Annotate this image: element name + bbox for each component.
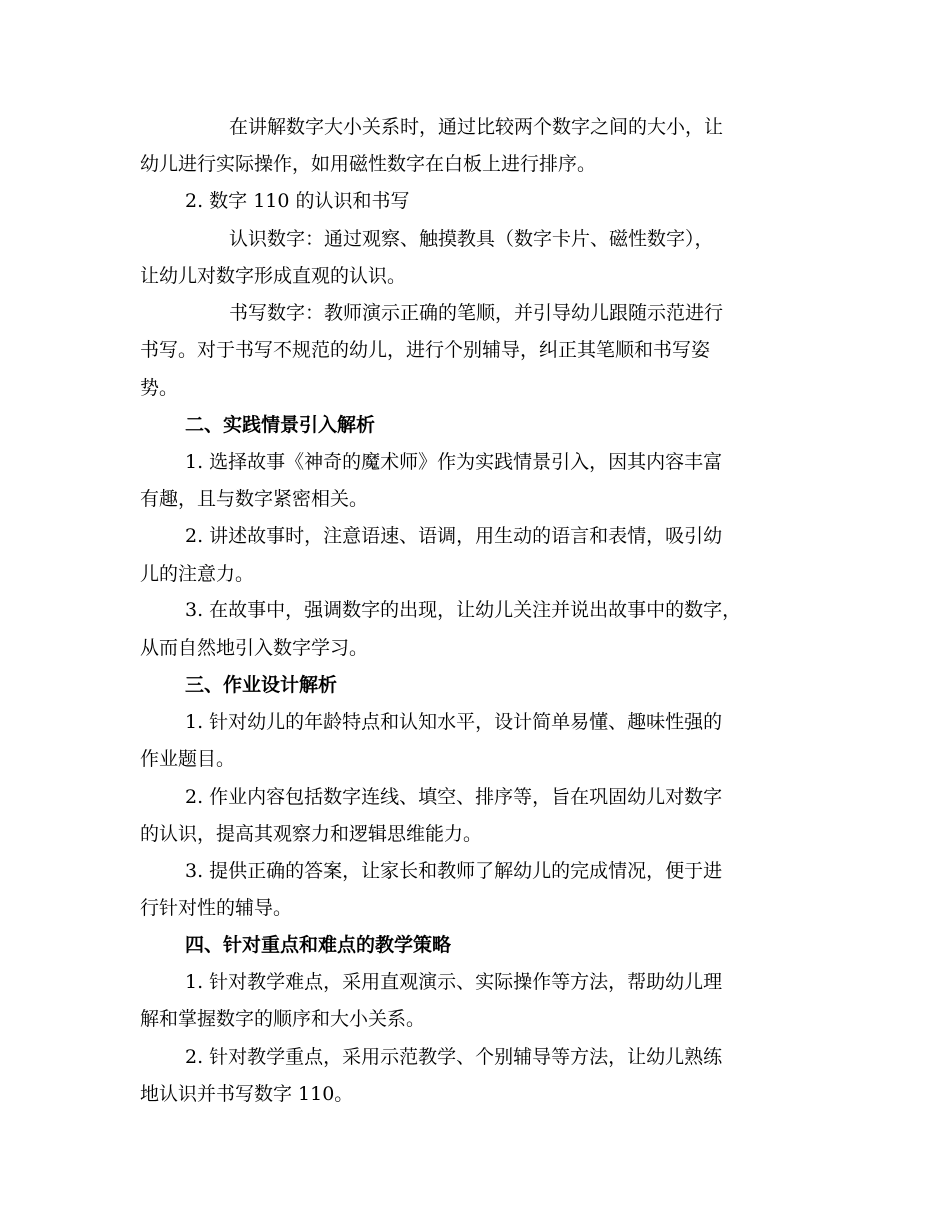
list-item: 1. 针对教学难点，采用直观演示、实际操作等方法，帮助幼儿理 bbox=[185, 971, 723, 993]
paragraph-line: 书写数字：教师演示正确的笔顺，并引导幼儿跟随示范进行 bbox=[229, 302, 724, 324]
paragraph-line: 让幼儿对数字形成直观的认识。 bbox=[140, 265, 407, 287]
section-item-title: 2. 数字 110 的认识和书写 bbox=[185, 190, 410, 212]
paragraph-line: 幼儿进行实际操作，如用磁性数字在白板上进行排序。 bbox=[140, 153, 597, 175]
paragraph-line: 认识数字：通过观察、触摸教具（数字卡片、磁性数字）， bbox=[229, 228, 714, 250]
list-item: 3. 在故事中，强调数字的出现，让幼儿关注并说出故事中的数字， bbox=[185, 599, 742, 621]
paragraph-line: 势。 bbox=[140, 377, 179, 399]
paragraph-line: 作业题目。 bbox=[140, 748, 236, 770]
section-heading: 二、实践情景引入解析 bbox=[185, 414, 376, 436]
paragraph-line: 书写。对于书写不规范的幼儿，进行个别辅导，纠正其笔顺和书写姿 bbox=[140, 339, 711, 361]
list-item: 1. 选择故事《神奇的魔术师》作为实践情景引入，因其内容丰富 bbox=[185, 451, 723, 473]
paragraph-line: 有趣，且与数字紧密相关。 bbox=[140, 488, 369, 510]
paragraph-line: 解和掌握数字的顺序和大小关系。 bbox=[140, 1008, 426, 1030]
list-item: 3. 提供正确的答案，让家长和教师了解幼儿的完成情况，便于进 bbox=[185, 860, 723, 882]
paragraph-line: 的认识，提高其观察力和逻辑思维能力。 bbox=[140, 823, 483, 845]
list-item: 1. 针对幼儿的年龄特点和认知水平，设计简单易懂、趣味性强的 bbox=[185, 711, 723, 733]
paragraph-line: 儿的注意力。 bbox=[140, 563, 255, 585]
section-heading: 四、针对重点和难点的教学策略 bbox=[185, 934, 452, 956]
list-item: 2. 针对教学重点，采用示范教学、个别辅导等方法，让幼儿熟练 bbox=[185, 1046, 723, 1068]
paragraph-line: 在讲解数字大小关系时，通过比较两个数字之间的大小，让 bbox=[229, 116, 724, 138]
section-heading: 三、作业设计解析 bbox=[185, 674, 338, 696]
paragraph-line: 行针对性的辅导。 bbox=[140, 897, 293, 919]
list-item: 2. 作业内容包括数字连线、填空、排序等，旨在巩固幼儿对数字 bbox=[185, 786, 723, 808]
paragraph-line: 从而自然地引入数字学习。 bbox=[140, 637, 369, 659]
paragraph-line: 地认识并书写数字 110。 bbox=[140, 1083, 354, 1105]
list-item: 2. 讲述故事时，注意语速、语调，用生动的语言和表情，吸引幼 bbox=[185, 525, 723, 547]
